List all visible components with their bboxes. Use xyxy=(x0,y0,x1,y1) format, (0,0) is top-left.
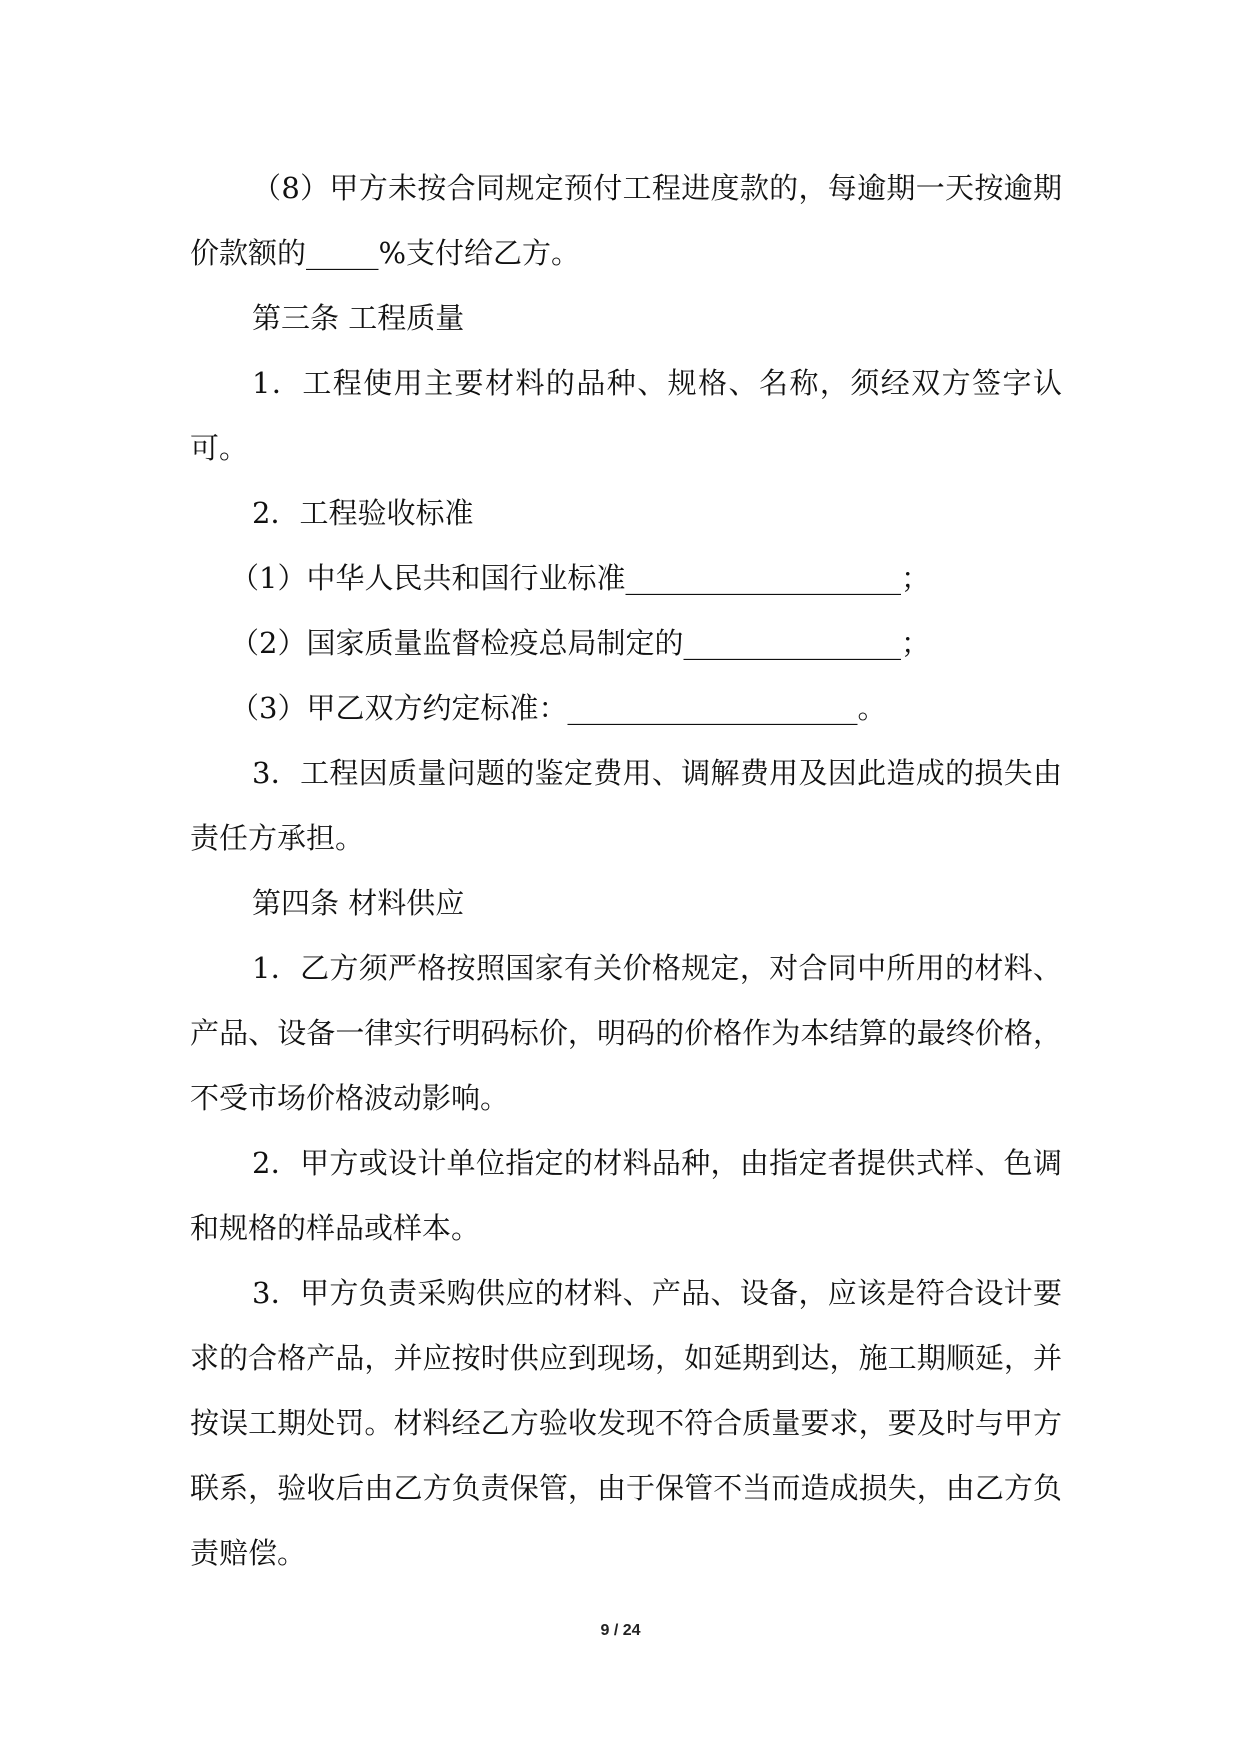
page-number: 9 / 24 xyxy=(600,1622,641,1639)
paragraph-quality-1: 1．工程使用主要材料的品种、规格、名称，须经双方签字认可。 xyxy=(190,366,1062,465)
paragraph-materials-2: 2．甲方或设计单位指定的材料品种，由指定者提供式样、色调和规格的样品或样本。 xyxy=(190,1146,1062,1245)
paragraph-late-payment: （8）甲方未按合同规定预付工程进度款的，每逾期一天按逾期价款额的_____%支付给乙方。 xyxy=(190,171,1062,270)
paragraph-standard-2: （2）国家质量监督检疫总局制定的_______________； xyxy=(230,626,930,660)
paragraph-standard-1: （1）中华人民共和国行业标准___________________； xyxy=(230,561,930,595)
paragraph-quality-2: 2．工程验收标准 xyxy=(252,496,474,530)
section-heading-materials: 第四条 材料供应 xyxy=(252,886,465,920)
paragraph-materials-1: 1．乙方须严格按照国家有关价格规定，对合同中所用的材料、产品、设备一律实行明码标价，明码的价格作为本结算的最终价格，不受市场价格波动影响。 xyxy=(190,951,1062,1115)
paragraph-materials-3: 3．甲方负责采购供应的材料、产品、设备，应该是符合设计要求的合格产品，并应按时供应到现场，如延期到达，施工期顺延，并按误工期处罚。材料经乙方验收发现不符合质量要求，要及时与甲方联系，验收后由乙方负责保管，由于保管不当而造成损失，由乙方负责赔偿。 xyxy=(190,1276,1062,1570)
paragraph-standard-3: （3）甲乙双方约定标准：____________________。 xyxy=(230,691,887,725)
section-heading-quality: 第三条 工程质量 xyxy=(252,301,465,335)
document-body xyxy=(190,156,1062,1586)
paragraph-quality-3: 3．工程因质量问题的鉴定费用、调解费用及因此造成的损失由责任方承担。 xyxy=(190,756,1062,855)
